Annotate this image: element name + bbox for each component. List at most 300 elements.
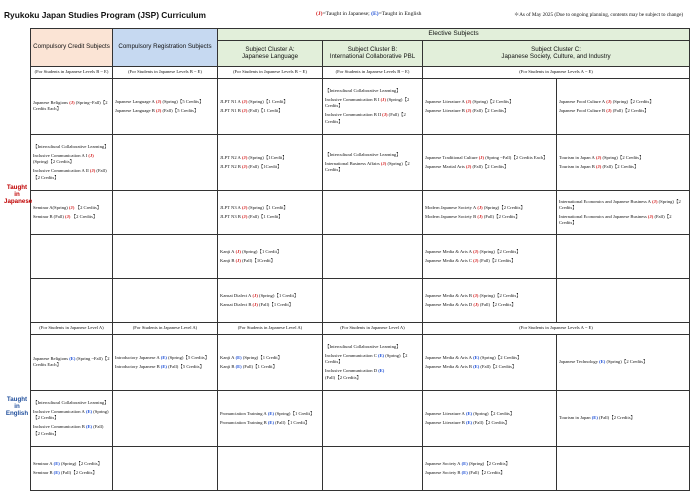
japanese-tag: (J) [234, 257, 243, 263]
jp-level-a: (For Students in Japanese Levels B ~ E) [218, 66, 323, 78]
japanese-tag: (J) [240, 154, 249, 160]
course-name: Inclusive Communication B I [325, 97, 380, 103]
course-name: Japanese Martial Arts [425, 163, 465, 169]
japanese-tag: (J) [63, 213, 72, 219]
course-cell [113, 278, 218, 322]
course-item [325, 152, 420, 158]
course-name: International Business Affairs [325, 160, 380, 166]
japanese-tag: (J) [240, 204, 249, 210]
course-item [325, 161, 420, 173]
course-item [559, 359, 687, 365]
course-name: Pronunciation Training B [220, 419, 267, 425]
course-item [559, 108, 687, 114]
course-info: (Spring)【2 Credits】 [33, 409, 109, 421]
course-name: Seminar A [33, 460, 53, 466]
course-item [425, 99, 554, 105]
course-info: (Spring)【2 Credits】 [479, 248, 521, 254]
jp-level-c: (For Students in Japanese Levels A ~ E) [423, 66, 690, 78]
course-item [220, 364, 320, 370]
course-name: Japanese Traditional Culture [425, 154, 478, 160]
course-name: 【Intercultural Collaborative Learning】 [325, 343, 401, 349]
header-cluster-a: Subject Cluster A: Japanese Language [218, 40, 323, 66]
course-cell [218, 390, 323, 446]
course-info: (Spring)【2 Credits】 [468, 460, 511, 466]
course-info: (Spring)【2 Credits】 [559, 198, 681, 210]
english-tag: (E) [84, 424, 94, 430]
course-item [33, 144, 110, 150]
course-info: (Spring)【1 Credit】 [248, 204, 288, 210]
japanese-tag: (J) [154, 98, 163, 104]
en-level-a: (For Students in Japanese Level A) [218, 322, 323, 334]
japanese-tag: (J) [476, 213, 484, 219]
course-info: (Fall)【1 Credit】 [242, 363, 278, 369]
course-item [33, 205, 110, 211]
japanese-tag: (J) [240, 98, 249, 104]
course-info: (Fall)【2 Credits】 [468, 469, 505, 475]
course-name: Kanji B [220, 257, 235, 263]
course-name: Seminar A(Spring) [33, 204, 68, 210]
en-level-credit: (For Students in Japanese Level A) [31, 322, 113, 334]
course-info: (Spring)【2 Credits】 [612, 98, 654, 104]
course-name: Japanese Media & Arts B [425, 363, 472, 369]
curriculum-table [30, 28, 690, 491]
course-item [220, 355, 320, 361]
course-name: Japanese Literature A [425, 410, 465, 416]
japanese-tag: (J) [240, 163, 249, 169]
curriculum-row [31, 446, 690, 490]
course-info: (Fall)【2 Credits】 [602, 163, 639, 169]
japanese-tag: (J) [88, 168, 97, 174]
english-tag: (E) [159, 354, 169, 360]
course-item [425, 214, 554, 220]
course-item [33, 153, 110, 165]
japanese-tag: (J) [477, 154, 486, 160]
english-tag: (E) [464, 419, 474, 425]
course-name: Modern Japanese Society B [425, 213, 477, 219]
course-name: Inclusive Communication B [33, 424, 85, 430]
course-cell [557, 334, 690, 390]
course-name: Japanese Media & Arts D [425, 301, 473, 307]
course-cell [218, 278, 323, 322]
course-item [33, 461, 110, 467]
course-name: JLPT N3 A [220, 204, 241, 210]
course-info: (Spring)【2 Credits】 [325, 353, 408, 365]
japanese-tag: (J) [646, 213, 655, 219]
course-info: (Spring ~Fall)【2 Credits Each】 [33, 356, 110, 368]
course-item [220, 258, 320, 264]
course-cell [423, 278, 557, 322]
course-info: (Spring)【2 Credits】 [479, 292, 521, 298]
course-name: Japanese Media & Arts A [425, 248, 472, 254]
course-cell [323, 278, 423, 322]
course-info: (Fall)【2 Credits】 [60, 469, 98, 475]
english-tag: (E) [266, 419, 276, 425]
course-info: (Fall)【2 Credits】 [559, 213, 672, 226]
taught-in-english-label: Taught in English [5, 396, 29, 418]
course-cell [423, 446, 557, 490]
jp-level-b: (For Students in Japanese Levels B ~ E) [323, 66, 423, 78]
japanese-tag: (J) [251, 301, 260, 307]
course-info: 【2 Credits】 [75, 204, 102, 210]
course-item [33, 409, 110, 421]
header-compulsory-registration: Compulsory Registration Subjects [113, 29, 218, 67]
japanese-tag: (J) [68, 100, 76, 106]
course-cell [31, 278, 113, 322]
course-item [559, 99, 687, 105]
course-item [425, 205, 554, 211]
course-info: (Fall)【1Credit】 [242, 257, 276, 263]
course-name: Introductory Japanese B [115, 363, 160, 369]
en-level-reg: (For Students in Japanese Level A) [113, 322, 218, 334]
curriculum-row [31, 234, 690, 278]
course-cell [113, 134, 218, 190]
english-tag: (E) [376, 353, 386, 359]
course-name: JLPT N2 A [220, 154, 241, 160]
date-note: ＊As of May 2025 (Due to ongoing planning, contents may be subject to change) [514, 12, 684, 18]
course-name: Pronunciation Training A [220, 410, 267, 416]
course-info: (Spring)【1 Credit】 [248, 98, 288, 104]
course-cell [323, 78, 423, 134]
course-item [559, 155, 687, 161]
course-item [559, 199, 687, 211]
japanese-tag: (J) [234, 248, 243, 254]
curriculum-row [31, 190, 690, 234]
course-name: JLPT N1 B [220, 107, 241, 113]
course-item [220, 411, 320, 417]
course-info: (Fall)【5 Credits】 [162, 107, 199, 113]
course-info: (Spring)【1 Credit】 [259, 292, 299, 298]
course-cell [557, 390, 690, 446]
course-item [33, 470, 110, 476]
course-cell [323, 190, 423, 234]
course-info: (Fall)【2 Credits】 [33, 424, 104, 436]
course-info: (Spring)【5 Credits】 [168, 354, 210, 360]
course-info: (Fall)【5 Credits】 [168, 363, 205, 369]
legend-japanese-tag: (J) [316, 11, 323, 17]
course-item [220, 249, 320, 255]
course-cell [218, 190, 323, 234]
course-info: (Spring~Fall)【2 Credits Each】 [33, 100, 108, 112]
course-cell [218, 334, 323, 390]
course-cell [218, 234, 323, 278]
course-name: Tourism in Japan A [559, 154, 595, 160]
course-info: (Fall)【1 Credit】 [248, 107, 283, 113]
course-item [220, 420, 320, 426]
course-info: (Fall)【2 Credits】 [599, 415, 636, 421]
course-name: Japanese Religions [33, 100, 69, 106]
course-item [325, 368, 420, 380]
japanese-tag: (J) [87, 153, 94, 159]
course-item [115, 108, 215, 114]
course-info: (Spring)【2 Credits】 [60, 460, 103, 466]
course-cell [423, 234, 557, 278]
en-level-c: (For Students in Japanese Levels A ~ E) [423, 322, 690, 334]
course-cell [218, 78, 323, 134]
japanese-tag: (J) [240, 107, 249, 113]
japanese-tag: (J) [605, 98, 613, 104]
course-name: Japanese Language B [115, 107, 155, 113]
course-name: Japanese Literature B [425, 419, 465, 425]
course-info: (Spring)【2 Credits】 [325, 160, 410, 172]
japanese-tag: (J) [154, 107, 163, 113]
taught-in-japanese-section [31, 66, 690, 322]
language-legend [316, 11, 421, 17]
course-item [33, 100, 110, 112]
course-info: (Spring)【2 Credits】 [325, 97, 410, 109]
course-name: Inclusive Communication A I [33, 153, 88, 159]
course-name: Japanese Language A [115, 98, 155, 104]
english-tag: (E) [598, 359, 607, 365]
course-cell [31, 134, 113, 190]
course-item [220, 205, 320, 211]
course-cell [113, 78, 218, 134]
course-item [325, 88, 420, 94]
course-item [33, 400, 110, 406]
course-name: Japanese Media & Arts B [425, 292, 472, 298]
header-compulsory-credit: Compulsory Credit Subjects [31, 29, 113, 67]
english-tag: (E) [234, 363, 243, 369]
course-item [115, 355, 215, 361]
course-item [425, 411, 554, 417]
curriculum-row [31, 278, 690, 322]
jp-level-credit: (For Students in Japanese Levels B ~ E) [31, 66, 113, 78]
course-info: (Spring)【2 Credits】 [472, 98, 514, 104]
course-name: JLPT N2 B [220, 163, 241, 169]
course-cell [423, 334, 557, 390]
japanese-tag: (J) [472, 301, 480, 307]
course-info: (Spring)【1 Credit】 [242, 248, 282, 254]
course-name: Japanese Society A [425, 460, 461, 466]
course-cell [323, 446, 423, 490]
course-info: (Fall)【2 Credits】 [472, 163, 509, 169]
english-tag: (E) [590, 415, 599, 421]
course-info: (Spring)【2 Credits】 [473, 410, 515, 416]
course-name: International Economics and Japanese Business [559, 213, 647, 219]
japanese-tag: (J) [240, 213, 249, 219]
course-name: Kanji A [220, 248, 235, 254]
course-item [425, 461, 554, 467]
course-item [33, 424, 110, 436]
course-info: (Fall)【1 Credit】 [259, 301, 294, 307]
japanese-tag: (J) [594, 163, 603, 169]
course-info: (Spring)【2 Credits】 [480, 354, 522, 360]
course-name: Kansai Dialect B [220, 301, 252, 307]
course-item [425, 258, 554, 264]
japanese-tag: (J) [605, 107, 613, 113]
course-cell [113, 446, 218, 490]
jp-level-reg: (For Students in Japanese Levels B ~ E) [113, 66, 218, 78]
japanese-tag: (J) [67, 204, 76, 210]
course-info: (Fall)【2 Credits】 [483, 213, 520, 219]
course-info: (Fall)【2 Credits】 [33, 168, 107, 180]
course-name: 【Intercultural Collaborative Learning】 [33, 143, 109, 149]
course-info: (Spring)【2 Credits】 [33, 159, 75, 165]
course-name: Japanese Technology [559, 359, 599, 365]
course-info: (Fall)【1Credit】 [248, 163, 282, 169]
course-item [220, 293, 320, 299]
course-name: JLPT N3 B [220, 213, 241, 219]
taught-in-english-section [31, 322, 690, 490]
japanese-tag: (J) [251, 292, 260, 298]
japanese-tag: (J) [594, 154, 603, 160]
curriculum-row [31, 78, 690, 134]
course-info: (Spring)【2 Credits】 [483, 204, 526, 210]
legend-japanese-text: =Taught in Japanese; [322, 11, 370, 17]
course-item [33, 356, 110, 368]
course-item [425, 164, 554, 170]
course-cell [557, 78, 690, 134]
header-cluster-b: Subject Cluster B: International Collaborative PBL [323, 40, 423, 66]
japanese-tag: (J) [464, 107, 473, 113]
course-name: Japanese Literature A [425, 98, 465, 104]
course-cell [31, 190, 113, 234]
course-name: International Economics and Japanese Business A [559, 198, 651, 204]
curriculum-row [31, 390, 690, 446]
course-cell [31, 446, 113, 490]
course-info: (Fall)【2 Credits】 [612, 107, 649, 113]
english-tag: (E) [234, 354, 243, 360]
course-info: (Fall)【2 Credits】 [325, 374, 362, 380]
curriculum-row [31, 334, 690, 390]
course-item [425, 470, 554, 476]
course-item [220, 302, 320, 308]
course-item [115, 364, 215, 370]
course-cell [323, 134, 423, 190]
english-tag: (E) [471, 363, 481, 369]
course-info: (Spring)【2 Credits】 [602, 154, 644, 160]
course-item [325, 112, 420, 124]
course-item [425, 355, 554, 361]
legend-english-tag: (E) [371, 11, 379, 17]
english-tag: (E) [84, 409, 94, 415]
course-item [425, 108, 554, 114]
course-info: (Spring ~Fall)【2 Credits Each】 [485, 154, 548, 160]
english-tag: (E) [377, 368, 385, 374]
english-tag: (E) [159, 363, 169, 369]
course-name: Kansai Dialect A [220, 292, 252, 298]
course-item [325, 97, 420, 109]
english-tag: (E) [52, 460, 61, 466]
course-name: Japanese Media & Arts C [425, 257, 472, 263]
course-name: 【Intercultural Collaborative Learning】 [325, 87, 401, 93]
course-cell [323, 390, 423, 446]
course-cell [31, 334, 113, 390]
course-name: Japanese Food Culture B [559, 107, 606, 113]
course-name: Tourism in Japan [559, 415, 591, 421]
course-item [33, 214, 110, 220]
en-level-b: (For Students in Japanese Level A) [323, 322, 423, 334]
course-item [425, 293, 554, 299]
course-item [559, 415, 687, 421]
course-name: Inclusive Communication C [325, 353, 377, 359]
course-cell [31, 390, 113, 446]
japanese-tag: (J) [471, 292, 480, 298]
course-item [115, 99, 215, 105]
course-info: 【2 Credits】 [71, 213, 98, 219]
japanese-tag: (J) [464, 98, 473, 104]
course-info: (Fall)【1 Credit】 [248, 213, 283, 219]
page-title: Ryukoku Japan Studies Program (JSP) Curriculum [4, 10, 206, 20]
course-cell [323, 334, 423, 390]
legend-english-text: =Taught in English [378, 11, 422, 17]
japanese-tag: (J) [471, 257, 480, 263]
english-tag: (E) [460, 460, 469, 466]
course-item [425, 249, 554, 255]
course-name: Japanese Religions [33, 356, 69, 362]
course-cell [557, 234, 690, 278]
english-tag: (E) [266, 410, 276, 416]
course-cell [113, 190, 218, 234]
course-name: Inclusive Communication D [325, 368, 378, 374]
curriculum-row [31, 134, 690, 190]
course-name: Inclusive Communication A II [33, 168, 89, 174]
course-name: Seminar B (Fall) [33, 213, 64, 219]
course-cell [113, 334, 218, 390]
course-item [559, 214, 687, 226]
course-item [220, 164, 320, 170]
course-name: Japanese Food Culture A [559, 98, 606, 104]
course-info: (Spring)【2 Credits】 [606, 359, 648, 365]
course-cell [557, 278, 690, 322]
course-info: (Fall)【1 Credit】 [275, 419, 310, 425]
course-name: 【Intercultural Collaborative Learning】 [325, 151, 401, 157]
japanese-tag: (J) [379, 160, 388, 166]
course-name: Japanese Media & Arts A [425, 354, 472, 360]
course-info: (Fall)【2 Credits】 [480, 363, 517, 369]
course-cell [31, 78, 113, 134]
english-tag: (E) [464, 410, 474, 416]
course-name: Inclusive Communication A [33, 409, 85, 415]
course-name: Kanji B [220, 363, 235, 369]
course-item [220, 99, 320, 105]
course-info: (Spring)【5 Credits】 [162, 98, 204, 104]
english-tag: (E) [68, 356, 77, 362]
course-cell [557, 134, 690, 190]
course-item [220, 155, 320, 161]
english-tag: (E) [52, 469, 61, 475]
header-cluster-c: Subject Cluster C: Japanese Society, Culture, and Industry [423, 40, 690, 66]
course-cell [423, 390, 557, 446]
japanese-tag: (J) [650, 198, 659, 204]
english-tag: (E) [471, 354, 481, 360]
course-name: Seminar B [33, 469, 53, 475]
course-name: 【Intercultural Collaborative Learning】 [33, 399, 109, 405]
course-name: Tourism in Japan B [559, 163, 595, 169]
course-info: (Spring)【1Credit】 [248, 154, 287, 160]
course-item [220, 214, 320, 220]
course-cell [31, 234, 113, 278]
course-cell [218, 446, 323, 490]
course-item [559, 164, 687, 170]
english-tag: (E) [460, 469, 469, 475]
course-name: Inclusive Communication B II [325, 112, 382, 118]
course-cell [113, 390, 218, 446]
course-item [425, 420, 554, 426]
course-cell [557, 446, 690, 490]
course-item [325, 353, 420, 365]
course-cell [423, 134, 557, 190]
course-item [325, 344, 420, 350]
page-header [4, 10, 696, 26]
course-cell [218, 134, 323, 190]
course-info: (Spring)【1 Credit】 [242, 354, 283, 360]
course-info: (Fall)【2 Credits】 [479, 257, 516, 263]
course-info: (Fall)【2 Credits】 [325, 112, 406, 124]
japanese-tag: (J) [381, 112, 389, 118]
japanese-tag: (J) [476, 204, 484, 210]
course-item [33, 168, 110, 180]
japanese-tag: (J) [464, 163, 473, 169]
